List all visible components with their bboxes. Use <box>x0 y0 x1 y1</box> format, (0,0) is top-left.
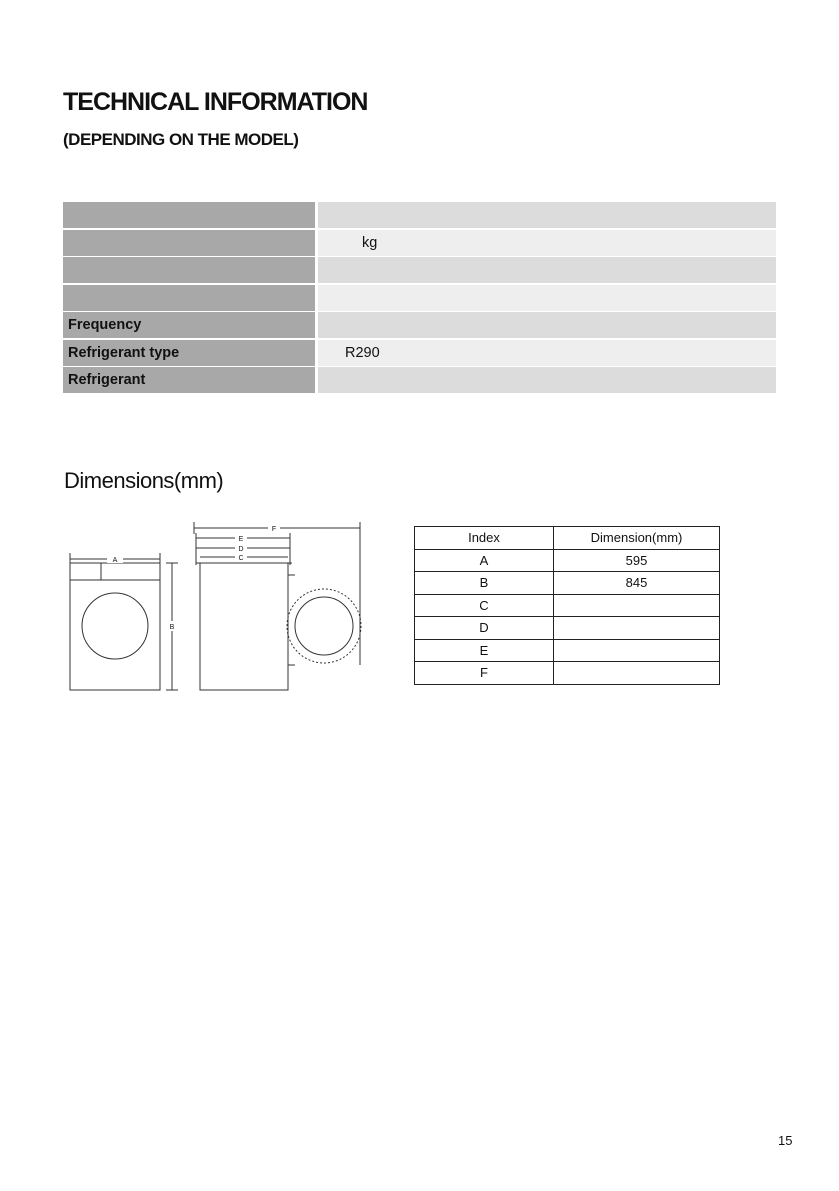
label-f: F <box>271 526 277 533</box>
row-value: 595 <box>554 549 720 572</box>
label-c: C <box>238 555 244 562</box>
table-row <box>415 549 720 572</box>
row-value <box>554 639 720 662</box>
door-circle <box>82 593 148 659</box>
row-index: B <box>415 572 554 595</box>
spec-label <box>63 257 315 283</box>
dimensions-title: Dimensions(mm) <box>64 468 224 493</box>
spec-value: R290 <box>318 340 776 366</box>
spec-row <box>63 257 776 283</box>
spec-label <box>63 230 315 256</box>
page-subtitle: (DEPENDING ON THE MODEL) <box>63 130 299 149</box>
table-row <box>415 662 720 685</box>
spec-label: Refrigerant <box>63 367 315 393</box>
spec-value <box>318 257 776 283</box>
row-index: A <box>415 549 554 572</box>
row-value <box>554 617 720 640</box>
spec-row <box>63 285 776 311</box>
spec-label <box>63 202 315 228</box>
header-index: Index <box>415 527 554 550</box>
table-row <box>415 639 720 662</box>
spec-value <box>318 202 776 228</box>
row-index: F <box>415 662 554 685</box>
spec-row <box>63 367 776 393</box>
spec-table <box>63 202 776 395</box>
table-row <box>415 572 720 595</box>
spec-row <box>63 202 776 228</box>
dimension-diagram <box>60 515 370 700</box>
side-view-body <box>200 563 288 690</box>
spec-value <box>318 312 776 338</box>
label-e: E <box>238 536 244 543</box>
row-value: 845 <box>554 572 720 595</box>
spec-row <box>63 340 776 366</box>
open-door-circle <box>287 589 361 663</box>
table-row <box>415 594 720 617</box>
spec-row <box>63 230 776 256</box>
header-dimension: Dimension(mm) <box>554 527 720 550</box>
spec-label: Frequency <box>63 312 315 338</box>
table-row <box>415 617 720 640</box>
page-number: 15 <box>778 1133 793 1148</box>
row-value <box>554 662 720 685</box>
row-index: C <box>415 594 554 617</box>
spec-row <box>63 312 776 338</box>
table-header-row <box>415 527 720 550</box>
row-value <box>554 594 720 617</box>
label-a: A <box>112 557 118 564</box>
label-d: D <box>238 546 244 553</box>
row-index: E <box>415 639 554 662</box>
spec-value <box>318 367 776 393</box>
label-b: B <box>169 624 175 631</box>
row-index: D <box>415 617 554 640</box>
spec-label: Refrigerant type <box>63 340 315 366</box>
page-title: TECHNICAL INFORMATION <box>63 88 368 116</box>
spec-value <box>318 285 776 311</box>
spec-value: kg <box>318 230 776 256</box>
dimension-table <box>414 526 720 685</box>
front-view-body <box>70 563 160 690</box>
spec-label <box>63 285 315 311</box>
